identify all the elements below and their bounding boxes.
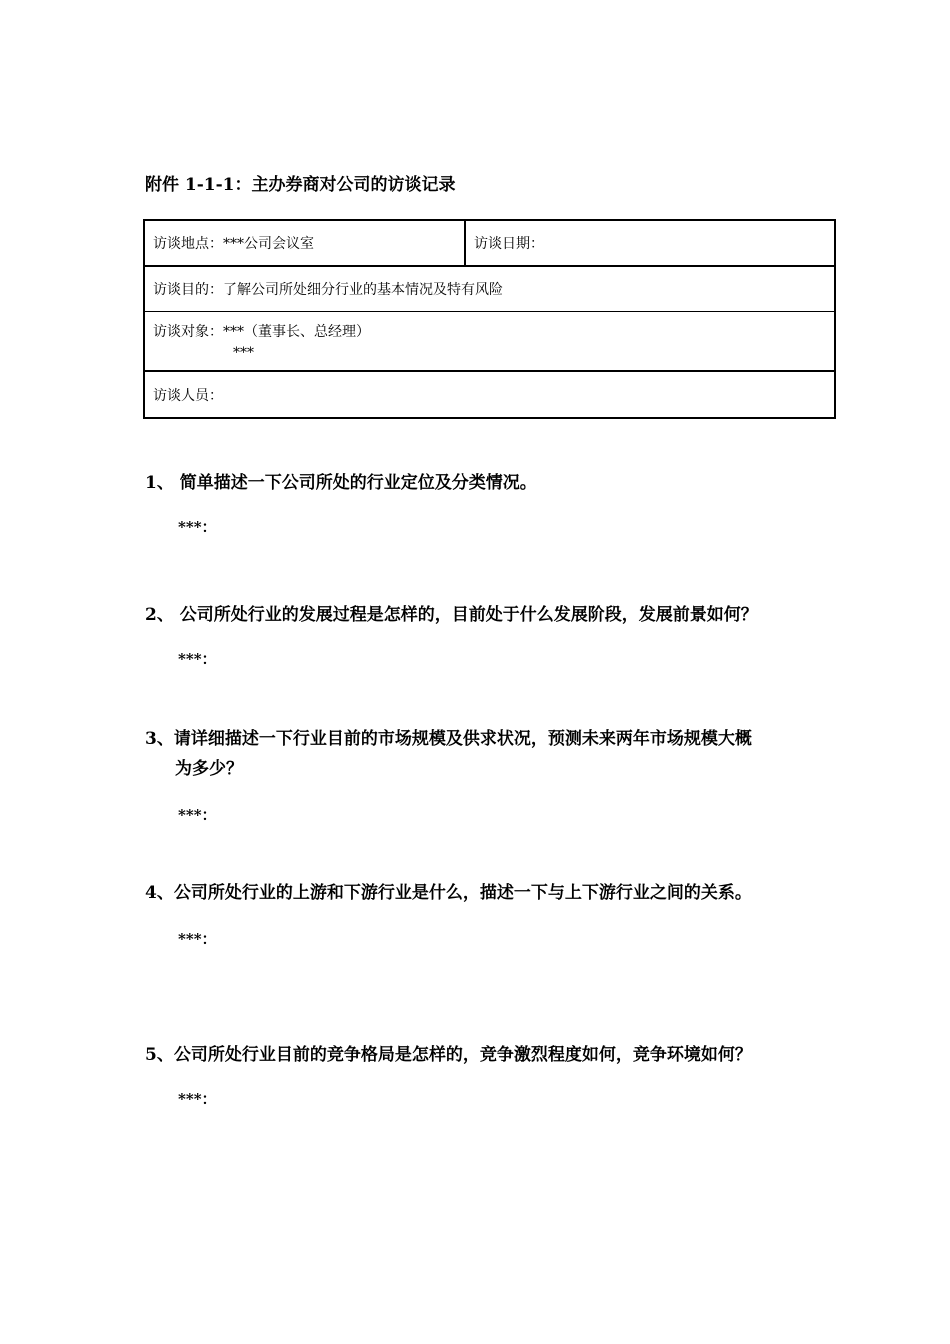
interview-subject-line1: 访谈对象：***（董事长、总经理） [153,324,370,340]
answer-2: ***： [178,650,217,668]
interview-location: 访谈地点：***公司会议室 [144,220,465,266]
question-text: 公司所处行业目前的竞争格局是怎样的，竞争激烈程度如何，竞争环境如何？ [173,1045,752,1065]
interview-subject [144,312,835,372]
question-text: 请详细描述一下行业目前的市场规模及供求状况，预测未来两年市场规模大概 [173,729,752,749]
question-number: 2、 [145,605,174,625]
question-1 [145,468,845,498]
question-number: 5、 [145,1045,174,1065]
interview-info-table [143,219,836,419]
interview-date: 访谈日期： [465,220,835,266]
question-3 [145,724,845,784]
answer-3: ***： [178,806,217,824]
interview-purpose: 访谈目的：了解公司所处细分行业的基本情况及特有风险 [144,266,835,312]
interview-staff: 访谈人员： [144,371,835,418]
question-text: 简单描述一下公司所处的行业定位及分类情况。 [173,473,537,493]
question-2 [145,600,845,630]
question-text: 公司所处行业的发展过程是怎样的，目前处于什么发展阶段，发展前景如何？ [173,605,758,625]
question-number: 1、 [145,473,174,493]
question-text: 公司所处行业的上游和下游行业是什么，描述一下与上下游行业之间的关系。 [173,883,752,903]
question-number: 4、 [145,883,174,903]
question-4 [145,878,845,908]
question-text-continued: 为多少？ [175,759,243,779]
interview-subject-line2: *** [233,345,254,361]
question-5 [145,1040,845,1070]
answer-1: ***： [178,518,217,536]
question-number: 3、 [145,729,174,749]
answer-5: ***： [178,1090,217,1108]
page-title: 附件 1-1-1：主办券商对公司的访谈记录 [145,175,456,195]
answer-4: ***： [178,930,217,948]
